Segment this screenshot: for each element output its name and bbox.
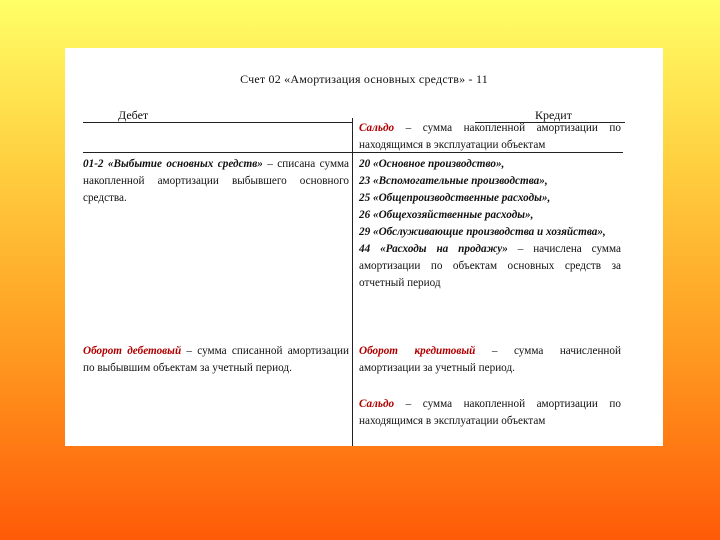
credit-entry-44	[359, 241, 621, 292]
account-sheet	[65, 48, 663, 446]
account-title: Счет 02 «Амортизация основных средств» - 11	[240, 72, 488, 86]
credit-closing-term: Сальдо	[359, 398, 395, 410]
credit-entry-25: 25 «Общепроизводственные расходы»,	[359, 192, 551, 204]
debit-turnover	[83, 343, 349, 377]
debit-entry-code: 01-2 «Выбытие основных средств»	[83, 158, 263, 170]
credit-entry-44-text: – начислена сумма амортизации по объектам основных средств за отчетный период	[359, 243, 621, 289]
credit-opening-text: – сумма накопленной амортизации по находящимся в эксплуатации объектам	[359, 122, 621, 151]
debit-entry	[83, 156, 349, 207]
debit-entry-text: – списана сумма накопленной амортизации выбывшего основного средства.	[83, 158, 349, 204]
credit-header: Кредит	[535, 108, 572, 122]
debit-header: Дебет	[118, 108, 149, 122]
credit-entry-29: 29 «Обслуживающие производства и хозяйства»,	[359, 226, 606, 238]
credit-opening-balance	[359, 120, 621, 154]
column-divider	[352, 118, 353, 446]
credit-closing-text: – сумма накопленной амортизации по находящимся в эксплуатации объектам	[359, 398, 621, 427]
credit-entry-26: 26 «Общехозяйственные расходы»,	[359, 209, 534, 221]
credit-entries	[359, 156, 621, 292]
credit-turnover	[359, 343, 621, 377]
debit-turnover-text: – сумма списанной амортизации по выбывшим объектам за учетный период.	[83, 345, 349, 374]
credit-entry-44-code: 44 «Расходы на продажу»	[359, 243, 508, 255]
debit-header-rule	[83, 122, 353, 123]
credit-closing-balance	[359, 396, 621, 430]
credit-entry-20: 20 «Основное производство»,	[359, 158, 505, 170]
credit-turnover-term: Оборот кредитовый	[359, 345, 476, 357]
debit-turnover-term: Оборот дебетовый	[83, 345, 182, 357]
credit-turnover-text: – сумма начисленной амортизации за учетный период.	[359, 345, 622, 374]
credit-entry-23: 23 «Вспомогательные производства»,	[359, 175, 548, 187]
credit-opening-term: Сальдо	[359, 122, 395, 134]
